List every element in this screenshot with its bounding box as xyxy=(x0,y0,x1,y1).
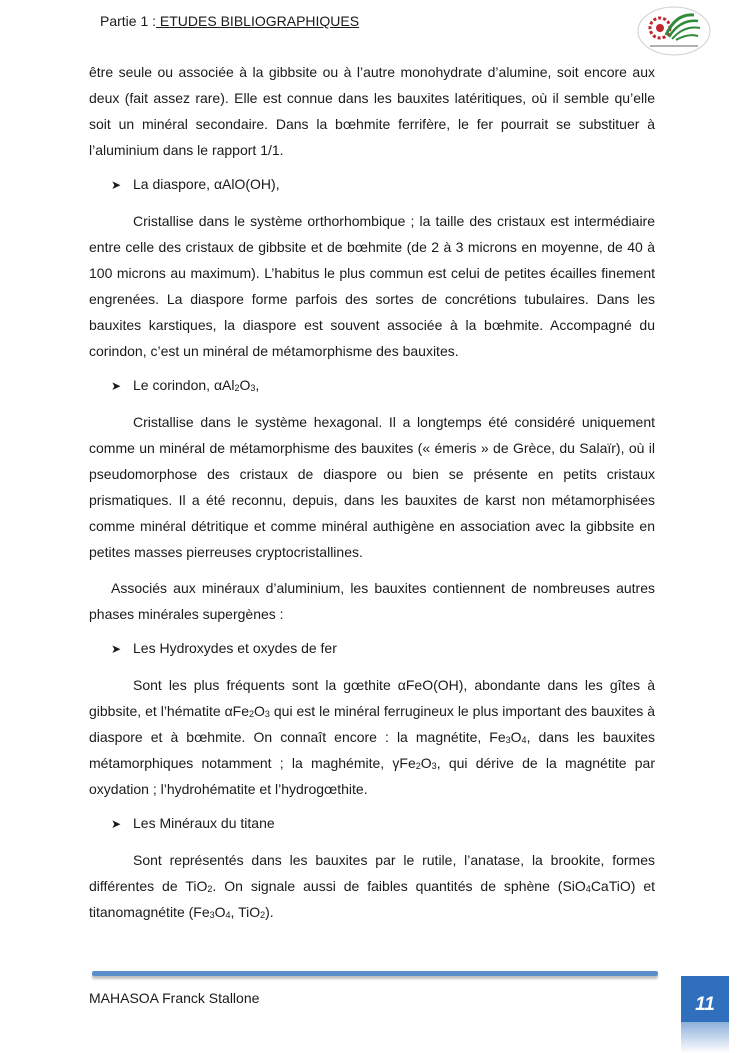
page-number: 11 xyxy=(695,994,715,1015)
page-body xyxy=(89,59,655,925)
footer-rule xyxy=(92,971,658,976)
paragraph: Sont les plus fréquents sont la gœthite αFeO(OH), abondante dans les gîtes à gibbsite, et l’hématite $\alpha Fe_2O_3$ qui est le minéral ferrugineux le plus important des bauxites à diaspore et à bœhmite. On connaît encore : la magnétite, $Fe_3O_4$, dans les bauxites métamorphiques notamment ; la maghémite, $\gamma Fe_2O_3$, qui dérive de la magnétite par oxydation ; l’hydrohématite et l’hydrogœthite. xyxy=(89,677,655,797)
paragraph: Cristallise dans le système orthorhombique ; la taille des cristaux est intermédiaire entre celle des cristaux de gibbsite et de bœhmite (de 2 à 3 microns en moyenne, de 40 à 100 microns au maximum). L’habitus le plus commun est celui de petites écailles finement engrenées. La diaspore forme parfois des sortes de concrétions tubulaires. Dans les bauxites karstiques, la diaspore est souvent associée à la bœhmite. Accompagné du corindon, c’est un minéral de métamorphisme des bauxites. xyxy=(89,213,655,359)
paragraph: être seule ou associée à la gibbsite ou à l’autre monohydrate d’alumine, soit encore aux deux (fait assez rare). Elle est connue dans les bauxites latéritiques, où il semble qu’elle soit un minéral secondaire. Dans la bœhmite ferrifère, le fer pourrait se substituer à l’aluminium dans le rapport 1/1. xyxy=(89,64,655,158)
header-title: ETUDES BIBLIOGRAPHIQUES xyxy=(156,13,360,29)
arrow-bullet-icon: ➤ xyxy=(111,178,122,192)
paragraph: Associés aux minéraux d’aluminium, les bauxites contiennent de nombreuses autres phases minérales supergènes : xyxy=(89,580,655,622)
page-number-reflection xyxy=(681,1022,729,1053)
list-item-diaspore: ➤ La diaspore, αAlO(OH), xyxy=(111,171,655,198)
list-item-fer: ➤ Les Hydroxydes et oxydes de fer xyxy=(111,635,655,662)
university-logo-icon xyxy=(636,5,712,57)
list-item-titane: ➤ Les Minéraux du titane xyxy=(111,810,655,837)
page-number-box xyxy=(681,976,729,1022)
arrow-bullet-icon: ➤ xyxy=(111,817,122,831)
arrow-bullet-icon: ➤ xyxy=(111,379,122,393)
paragraph: Sont représentés dans les bauxites par le rutile, l’anatase, la brookite, formes différentes de TiO$_2$. On signale aussi de faibles quantités de sphène (SiO$_4$CaTiO) et titanomagnétite ($Fe_3O_4$, TiO$_2$). xyxy=(89,852,656,920)
paragraph: Cristallise dans le système hexagonal. Il a longtemps été considéré uniquement comme un minéral de métamorphisme des bauxites (« émeris » de Grèce, du Salaïr), où il pseudomorphose des cristaux de diaspore ou bien se présente en petits cristaux prismatiques. Il a été reconnu, depuis, dans les bauxites de karst non métamorphisées comme minéral détritique et comme minéral authigène en association avec la gibbsite en petites masses pierreuses cryptocristallines. xyxy=(89,414,655,560)
list-item-corindon: ➤ Le corindon, $\alpha Al_2O_3$, xyxy=(111,372,655,399)
arrow-bullet-icon: ➤ xyxy=(111,642,122,656)
footer-author: MAHASOA Franck Stallone xyxy=(89,990,260,1006)
header-prefix: Partie 1 : xyxy=(100,13,157,29)
page-header xyxy=(100,13,359,29)
